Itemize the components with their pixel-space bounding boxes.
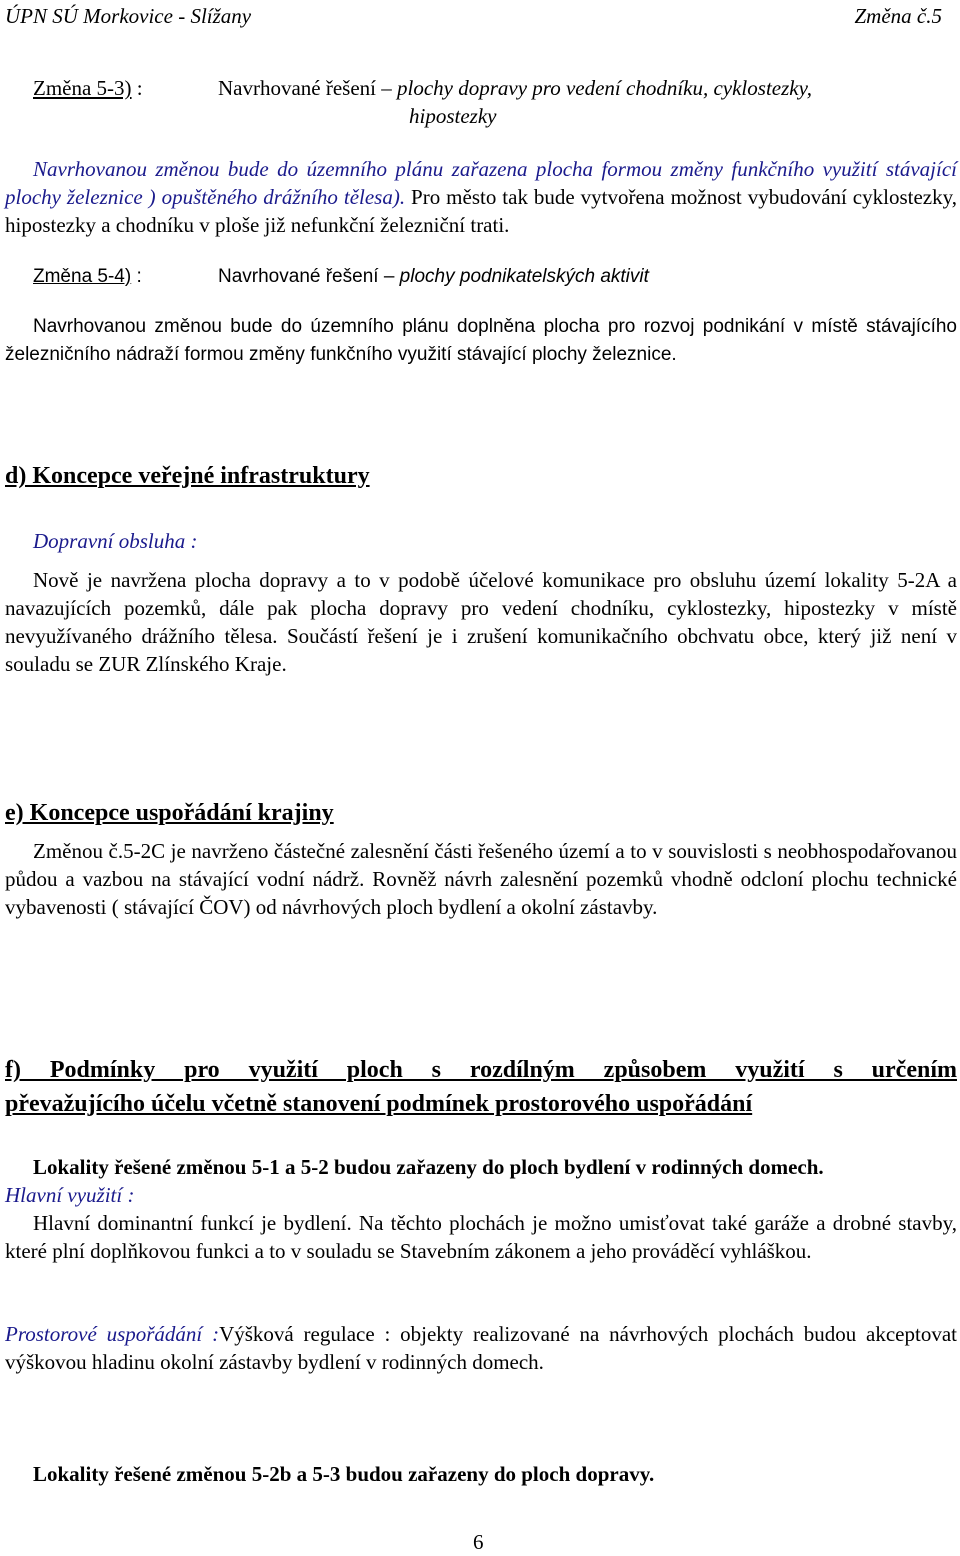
section-f-lokality-1: Lokality řešené změnou 5-1 a 5-2 budou zařazeny do ploch bydlení v rodinných domech. — [33, 1155, 824, 1179]
header-title: ÚPN SÚ Morkovice - Slížany — [5, 4, 252, 28]
zmena-5-3-lead: Navrhované řešení – — [218, 76, 398, 100]
zmena-5-3-text-part2: Pro město tak bude vytvořena možnost vybudování cyklostezky, hipostezky a chodníku v ploše již nefunkční železniční trati. — [5, 185, 957, 237]
zmena-5-3-title-line1: plochy dopravy pro vedení chodníku, cyklostezky, — [397, 76, 813, 100]
header-change-number: Změna č.5 — [854, 4, 942, 28]
zmena-5-3-label-text: Změna 5-3) — [33, 76, 132, 100]
section-f-heading-line2: převažujícího účelu včetně stanovení podmínek prostorového uspořádání — [5, 1091, 753, 1117]
zmena-5-4-paragraph: Navrhovanou změnou bude do územního plánu doplněna plocha pro rozvoj podnikání v místě stávajícího železničního nádraží formou změny funkčního využití stávající plochy železnice. — [5, 316, 957, 365]
page-number: 6 — [473, 1530, 484, 1554]
zmena-5-3-label — [33, 74, 143, 102]
hlavni-vyuziti-paragraph: Hlavní dominantní funkcí je bydlení. Na těchto plochách je možno umisťovat také garáže a drobné stavby, které plní doplňkovou funkci a to v souladu se Stavebním zákonem a jeho prováděcí vyhláškou. — [5, 1211, 957, 1263]
section-d-text-part1: Nově je navržena plocha dopravy a to v podobě účelové komunikace pro obsluhu území lokality 5-2A a navazujících pozemků, dále pak plocha dopravy pro vedení chodníku, cyklostezky, hipostezky v místě nevyužívaného drážního tělesa. — [5, 568, 957, 648]
section-e-text-part2: Rovněž návrh zalesnění pozemků vhodně odcloní plochu technické vybavenosti ( stávající ČOV) od návrhových ploch bydlení a okolní zástavby. — [5, 867, 958, 919]
zmena-5-4-title — [218, 263, 649, 291]
zmena-5-3-colon: : — [131, 76, 143, 100]
prostorove-usporadani-paragraph — [5, 1320, 957, 1376]
section-f-lokality-2: Lokality řešené změnou 5-2b a 5-3 budou zařazeny do ploch dopravy. — [33, 1462, 655, 1486]
zmena-5-4-lead: Navrhované řešení – — [218, 266, 400, 287]
hlavni-vyuziti-label: Hlavní využití : — [5, 1183, 135, 1207]
section-d-text-part2: Součástí řešení je i zrušení komunikačního obchvatu obce, který již není v souladu se ZUR Zlínského Kraje. — [5, 624, 957, 676]
zmena-5-3-title — [218, 74, 812, 102]
section-d-subheading: Dopravní obsluha : — [33, 529, 198, 553]
zmena-5-3-paragraph — [5, 155, 957, 239]
prostorove-usporadani-text: Výšková regulace : objekty realizované na návrhových plochách budou akceptovat výškovou hladinu okolní zástavby bydlení v rodinných domech. — [5, 1322, 957, 1374]
section-e-text-part1: Změnou č.5-2C je navrženo částečné zalesnění části řešeného území a to v souvislosti s neobhospodařovanou půdou a vazbou na stávající vodní nádrž. — [5, 839, 957, 891]
section-e-paragraph — [5, 837, 957, 921]
prostorove-usporadani-label: Prostorové uspořádání : — [5, 1322, 220, 1346]
zmena-5-4-title-text: plochy podnikatelských aktivit — [399, 266, 649, 287]
zmena-5-3-text-part1: Navrhovanou změnou bude do územního plánu zařazena plocha formou změny funkčního využití stávající plochy železnice ) opuštěného drážního tělesa). — [5, 157, 957, 209]
zmena-5-4-colon: : — [131, 266, 142, 287]
section-f-heading-line1: f) Podmínky pro využití ploch s rozdílným způsobem využití s určením — [5, 1057, 957, 1083]
section-e-heading: e) Koncepce uspořádání krajiny — [5, 800, 334, 826]
zmena-5-4-label — [33, 263, 142, 291]
zmena-5-4-label-text: Změna 5-4) — [33, 266, 132, 287]
zmena-5-3-title-line2: hipostezky — [409, 104, 497, 128]
section-d-heading: d) Koncepce veřejné infrastruktury — [5, 463, 370, 489]
section-d-paragraph — [5, 566, 957, 678]
